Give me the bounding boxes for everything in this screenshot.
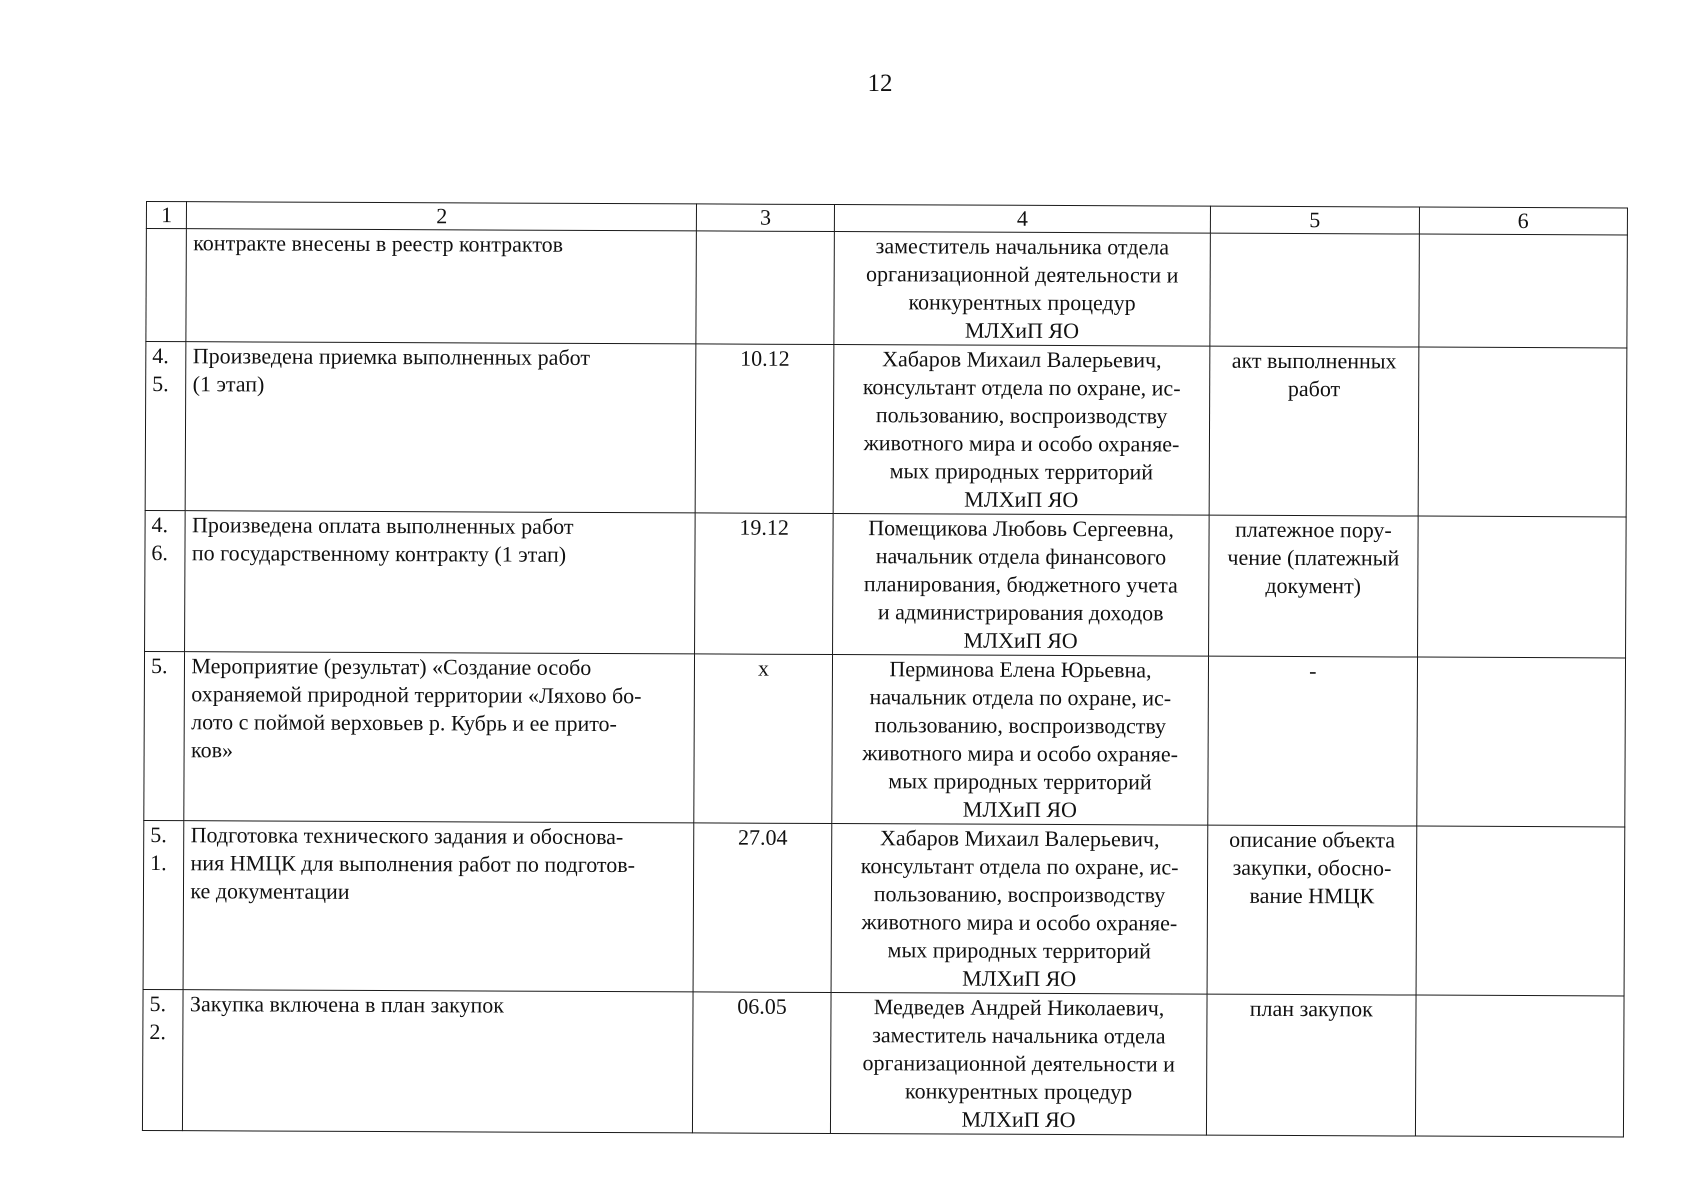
- row-date: [696, 231, 834, 345]
- table-row: [145, 342, 1627, 517]
- row-event-name: Закупка включена в план закупок: [183, 990, 693, 1133]
- row-date: х: [694, 654, 832, 824]
- row-document: -: [1208, 656, 1417, 826]
- row-number: [146, 229, 187, 342]
- row-document: описание объекта закупки, обосно- вание НМЦК: [1207, 825, 1416, 995]
- table-row: [142, 989, 1624, 1136]
- row-event-name: Подготовка технического задания и обоснова- ния НМЦК для выполнения работ по подготов- ке документации: [184, 821, 695, 992]
- row-responsible: заместитель начальника отдела организационной деятельности и конкурентных процедур МЛХиП ЯО: [834, 232, 1211, 347]
- header-cell-1: 1: [146, 202, 187, 229]
- row-event-name: Произведена оплата выполненных работ по государственному контракту (1 этап): [185, 511, 695, 654]
- row-responsible: Помещикова Любовь Сергеевна, начальник отдела финансового планирования, бюджетного учета и администрирования доходов МЛХиП ЯО: [832, 514, 1209, 657]
- row-note: [1418, 347, 1627, 517]
- row-note: [1418, 234, 1627, 348]
- row-event-name: Произведена приемка выполненных работ (1 этап): [186, 342, 697, 513]
- row-date: 27.04: [693, 823, 831, 993]
- row-date: 06.05: [693, 992, 831, 1134]
- table-row: [143, 820, 1625, 995]
- header-cell-6: 6: [1419, 207, 1628, 235]
- page-number: 12: [867, 70, 893, 97]
- header-cell-4: 4: [834, 205, 1210, 234]
- row-number: 5.2.: [142, 989, 183, 1130]
- table-row: [146, 229, 1627, 348]
- row-responsible: Хабаров Михаил Валерьевич, консультант отдела по охране, ис- пользованию, воспроизводству животного мира и особо охраняе- мых природных территорий МЛХиП ЯО: [831, 823, 1208, 994]
- header-cell-2: 2: [187, 202, 697, 231]
- row-responsible: Перминова Елена Юрьевна, начальник отдела по охране, ис- пользованию, воспроизводству животного мира и особо охраняе- мых природных территорий МЛХиП ЯО: [832, 654, 1209, 825]
- row-date: 19.12: [695, 513, 833, 655]
- row-number: 4.5.: [145, 342, 186, 511]
- plan-table: [142, 201, 1628, 1137]
- header-cell-3: 3: [697, 204, 835, 232]
- row-number: 5.1.: [143, 820, 184, 989]
- row-note: [1415, 995, 1624, 1137]
- header-cell-5: 5: [1211, 206, 1420, 234]
- row-number: 4.6.: [145, 510, 186, 651]
- row-note: [1417, 516, 1626, 658]
- table-row: [144, 651, 1626, 826]
- row-note: [1416, 657, 1625, 827]
- row-document: [1210, 233, 1419, 347]
- row-number: 5.: [144, 651, 185, 820]
- row-responsible: Хабаров Михаил Валерьевич, консультант отдела по охране, ис- пользованию, воспроизводству животного мира и особо охраняе- мых природных территорий МЛХиП ЯО: [833, 345, 1210, 516]
- row-date: 10.12: [695, 344, 833, 514]
- row-responsible: Медведев Андрей Николаевич, заместитель начальника отдела организационной деятельности и конкурентных процедур МЛХиП ЯО: [830, 992, 1207, 1135]
- table-row: [145, 510, 1627, 657]
- row-document: платежное пору- чение (платежный документ): [1209, 515, 1418, 657]
- row-note: [1416, 826, 1625, 996]
- row-event-name: Мероприятие (результат) «Создание особо охраняемой природной территории «Ляхово бо- лото с поймой верховьев р. Кубрь и ее прито- ков»: [184, 652, 695, 823]
- row-document: план закупок: [1207, 994, 1416, 1136]
- row-document: акт выполненных работ: [1209, 346, 1418, 516]
- row-event-name: контракте внесены в реестр контрактов: [186, 229, 696, 344]
